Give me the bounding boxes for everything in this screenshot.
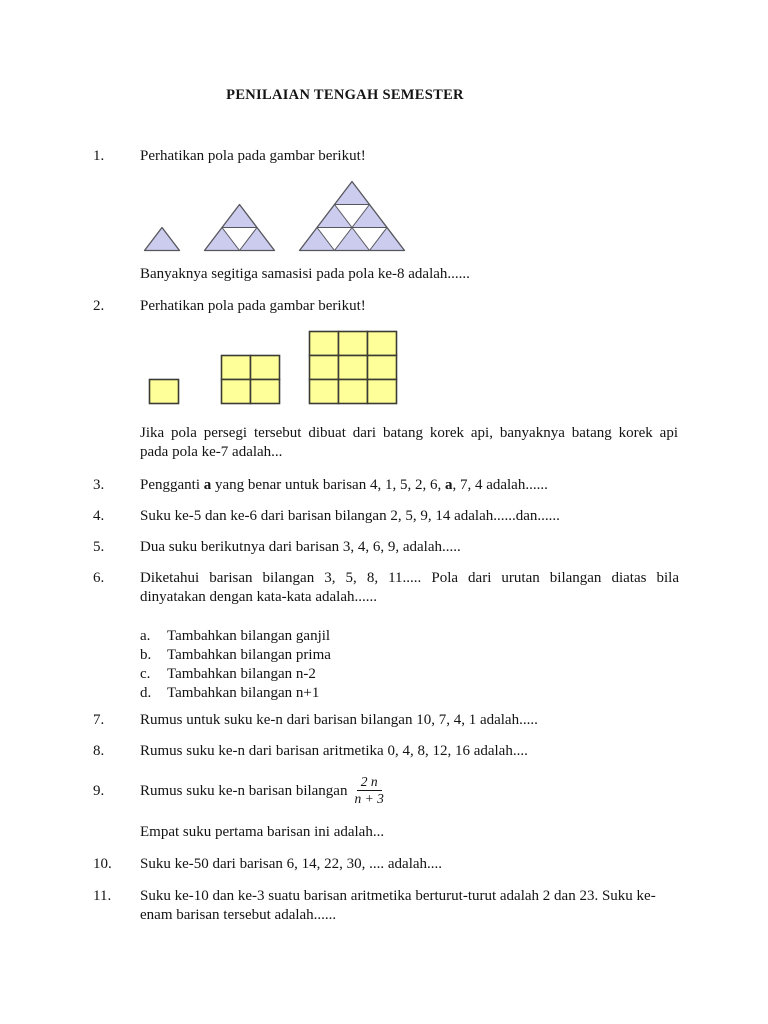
question-number: 4. [93, 508, 105, 524]
question-5 [93, 538, 679, 557]
question-text [140, 887, 679, 925]
question-7 [93, 711, 679, 730]
question-number: 6. [93, 570, 105, 586]
question-text: Perhatikan pola pada gambar berikut! [140, 298, 366, 314]
option-row-d [140, 684, 678, 703]
question-text: Dua suku berikutnya dari barisan 3, 4, 6, 9, adalah..... [140, 539, 461, 555]
text-segment: Rumus suku ke-n barisan bilangan [140, 783, 348, 799]
question-8 [93, 742, 679, 761]
bold-variable-a: a [203, 477, 212, 493]
question-text: Suku ke-5 dan ke-6 dari barisan bilangan 2, 5, 9, 14 adalah......dan...... [140, 508, 560, 524]
option-label: c. [140, 666, 151, 682]
question-number: 5. [93, 539, 105, 555]
question-text: Perhatikan pola pada gambar berikut! [140, 148, 366, 164]
question-4 [93, 507, 679, 526]
square-pattern-1 [148, 378, 180, 405]
triangle-pattern-2 [203, 203, 276, 252]
fraction-denominator: n + 3 [354, 791, 384, 806]
question-text: Suku ke-50 dari barisan 6, 14, 22, 30, .... adalah.... [140, 856, 443, 872]
square-pattern-3 [308, 330, 398, 405]
question-2-followup [140, 424, 678, 462]
question-text: Rumus untuk suku ke-n dari barisan bilangan 10, 7, 4, 1 adalah..... [140, 712, 538, 728]
text-segment: yang benar untuk barisan 4, 1, 5, 2, 6, [211, 477, 445, 493]
question-number: 8. [93, 743, 105, 759]
question-number: 2. [93, 298, 105, 314]
question-text [140, 776, 679, 807]
followup-line-1: Jika pola persegi tersebut dibuat dari batang korek api, banyaknya batang korek api [140, 425, 678, 441]
fraction [354, 775, 383, 806]
option-text: Tambahkan bilangan prima [167, 647, 331, 663]
question-number: 3. [93, 477, 105, 493]
question-9-followup: Empat suku pertama barisan ini adalah... [140, 824, 385, 840]
question-line-2: dinyatakan dengan kata-kata adalah...... [140, 589, 377, 605]
option-row-c [140, 665, 678, 684]
option-text: Tambahkan bilangan n-2 [167, 666, 316, 682]
option-text: Tambahkan bilangan ganjil [167, 628, 331, 644]
question-line-1: Diketahui barisan bilangan 3, 5, 8, 11..... Pola dari urutan bilangan diatas bila [140, 570, 679, 586]
question-number: 7. [93, 712, 105, 728]
option-text: Tambahkan bilangan n+1 [167, 685, 320, 701]
followup-line-2: pada pola ke-7 adalah... [140, 444, 283, 460]
page-title: PENILAIAN TENGAH SEMESTER [226, 87, 464, 103]
question-text [140, 476, 679, 495]
question-1 [93, 147, 679, 166]
question-line-2: enam barisan tersebut adalah...... [140, 907, 337, 923]
triangle-pattern-3 [298, 180, 406, 252]
text-segment: Pengganti [140, 477, 204, 493]
bold-variable-a: a [444, 477, 453, 493]
square-pattern-figure [148, 330, 398, 405]
question-number: 9. [93, 783, 105, 799]
question-6 [93, 569, 679, 607]
option-label: b. [140, 647, 152, 663]
text-segment: , 7, 4 adalah...... [452, 477, 548, 493]
triangle-pattern-figure [143, 180, 406, 252]
question-3 [93, 476, 679, 495]
question-1-followup: Banyaknya segitiga samasisi pada pola ke-8 adalah...... [140, 266, 470, 282]
option-label: d. [140, 685, 152, 701]
question-9 [93, 776, 679, 807]
option-row-a [140, 627, 678, 646]
question-line-1: Suku ke-10 dan ke-3 suatu barisan aritmetika berturut-turut adalah 2 dan 23. Suku ke- [140, 888, 656, 904]
question-text: Rumus suku ke-n dari barisan aritmetika 0, 4, 8, 12, 16 adalah.... [140, 743, 528, 759]
triangle-pattern-1 [143, 226, 181, 252]
fraction-numerator: 2 n [357, 775, 382, 791]
question-number: 10. [93, 856, 112, 872]
question-6-options [140, 627, 678, 703]
option-label: a. [140, 628, 151, 644]
question-number: 11. [93, 888, 112, 904]
question-11 [93, 887, 679, 925]
question-10 [93, 855, 679, 874]
question-2 [93, 297, 679, 316]
question-text [140, 569, 679, 607]
question-number: 1. [93, 148, 105, 164]
square-pattern-2 [220, 354, 281, 405]
option-row-b [140, 646, 678, 665]
